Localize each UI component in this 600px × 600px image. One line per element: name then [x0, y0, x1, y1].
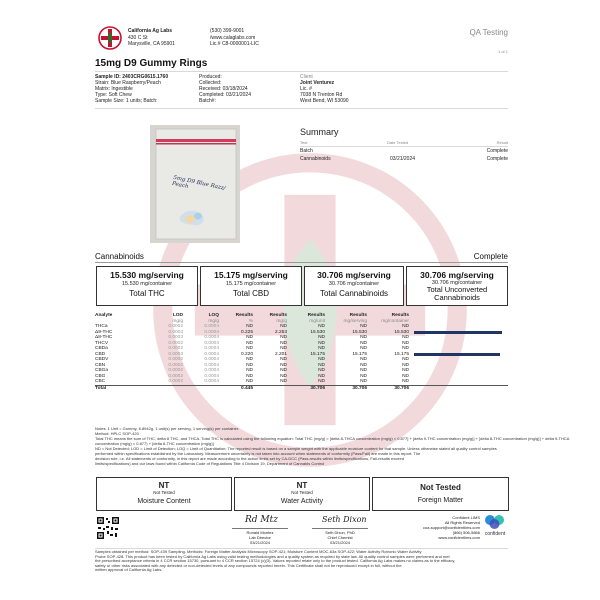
moisture-label: Moisture Content	[137, 498, 191, 505]
info-divider	[95, 108, 508, 109]
analyte-header: Analyte	[95, 313, 113, 318]
analyte-mgcontainer: ND	[402, 324, 409, 329]
analyte-mgserving: ND	[360, 335, 367, 340]
sample-id: Sample ID: 2403CRG0615.1760	[95, 74, 169, 80]
analyte-mgunit: ND	[318, 368, 325, 373]
analyte-table	[95, 313, 508, 391]
analyte-loq: 0.0004	[204, 329, 219, 335]
signer-date: 03/21/2024	[249, 540, 271, 545]
client-lic: Lic. #	[300, 86, 312, 92]
analyte-name: CBGa	[95, 368, 109, 373]
lab-phone: (530) 399-9001	[210, 28, 245, 34]
analyte-percent: ND	[246, 346, 253, 351]
analyte-mgcontainer: ND	[402, 379, 409, 384]
analyte-lod: 0.0002	[168, 373, 183, 379]
analyte-mgserving: ND	[360, 357, 367, 362]
analyte-lod: 0.0002	[168, 379, 183, 384]
total-bar-cell	[409, 385, 508, 391]
analyte-mgcontainer: 15.175	[394, 351, 409, 357]
water-activity-box	[234, 477, 370, 511]
total-percent: 0.445	[219, 385, 253, 391]
analyte-mgunit: 15.530	[310, 329, 325, 335]
analyte-mgserving: ND	[360, 368, 367, 373]
total-cannabinoids-serving: 30.706 mg/serving	[317, 270, 391, 280]
analyte-total-row	[95, 385, 508, 391]
total-mgcontainer: 30.706	[367, 385, 409, 391]
water-activity-value: NT	[296, 481, 308, 490]
water-activity-sub: Not Tested	[291, 490, 313, 495]
client-address-1: 7038 N Trenton Rd	[300, 92, 343, 98]
sample-batch: Batch#:	[199, 98, 216, 104]
analyte-lod: 0.0002	[168, 346, 183, 351]
analyte-mgunit: ND	[318, 357, 325, 362]
analyte-mgunit: ND	[318, 379, 325, 384]
foreign-matter-label: Foreign Matter	[417, 497, 464, 504]
analyte-mgunit: 15.175	[310, 351, 325, 357]
cannabinoids-title: Cannabinoids	[95, 252, 144, 261]
total-cbd-serving: 15.175 mg/serving	[214, 270, 288, 280]
total-unconverted-label-2: Cannabinoids	[434, 293, 480, 302]
analyte-mgserving: 15.530	[352, 329, 367, 335]
mgserving-header: Results	[349, 313, 367, 318]
total-thc-container: 15.530 mg/container	[121, 281, 173, 287]
moisture-sub: Not Tested	[153, 490, 175, 495]
analyte-mgg: ND	[280, 324, 287, 329]
lod-header: LOD	[172, 313, 183, 318]
total-thc-serving: 15.530 mg/serving	[110, 270, 184, 280]
confident-logo-text: confident	[484, 531, 506, 537]
client-label: Client	[300, 74, 313, 80]
lab-website[interactable]: /www.calaglabs.com	[210, 35, 256, 41]
total-lod	[147, 385, 183, 391]
sample-produced: Produced:	[199, 74, 222, 80]
footer-line: Probe SOP-428. This product has been tested by California Ag Labs using valid testing methodologies and a quality system as required by state law. All quality control samples were performed and met	[95, 553, 450, 559]
analyte-name: CBN	[95, 362, 106, 368]
signer-title: Chief Chemist	[327, 535, 353, 540]
summary-divider	[300, 146, 508, 147]
sample-strain: Strain: Blue Raspberry/Peach	[95, 80, 161, 86]
analyte-mgserving: 15.175	[352, 351, 367, 357]
confident-phone: (866) 506-5866	[452, 530, 480, 535]
analyte-lod: 0.0002	[168, 357, 183, 362]
analyte-lod: 0.0003	[168, 335, 183, 340]
analyte-mgcontainer: ND	[402, 368, 409, 373]
analyte-mgg: ND	[280, 335, 287, 340]
analyte-name: CBC	[95, 379, 106, 384]
analyte-mgcontainer: ND	[402, 335, 409, 340]
sample-size: Sample Size: 1 units; Batch:	[95, 98, 158, 104]
summary-header-result: Result	[496, 140, 508, 145]
total-cbd-container: 15.175 mg/container	[225, 281, 277, 287]
signature-line	[232, 528, 288, 529]
unit-cell: mg/g	[172, 318, 183, 324]
loq-header: LOQ	[208, 313, 219, 318]
signer-name: Ronald Montez	[246, 530, 274, 535]
cannabinoids-status: Complete	[473, 252, 508, 261]
unit-cell: %	[248, 318, 253, 324]
unit-cell: mg/serving	[343, 318, 367, 324]
notes-line: performed within specifications established by the Laboratory. Measurement uncertainty is not taken into account when statements of conformity (Pass/Fail) are made in this report. The	[95, 451, 421, 456]
analyte-mgserving: ND	[360, 346, 367, 351]
unit-cell: mg/g	[276, 318, 287, 324]
sample-completed: Completed: 03/21/2024	[199, 92, 251, 98]
cannabinoids-divider	[95, 262, 508, 263]
analyte-name: CBDa	[95, 346, 108, 351]
summary-row-result: Complete	[486, 148, 508, 154]
sample-collected: Collected:	[199, 80, 222, 86]
total-cannabinoids-container: 30.706 mg/container	[328, 281, 380, 287]
analyte-mgg: ND	[280, 346, 287, 351]
analyte-mgserving: ND	[360, 340, 367, 346]
analyte-loq: 0.0004	[204, 335, 219, 340]
confident-email[interactable]: coa.support@confidentlims.com	[423, 525, 480, 530]
analyte-lod: 0.0002	[168, 324, 183, 329]
analyte-percent: ND	[246, 335, 253, 340]
client-address-2: West Bend, WI 53090	[300, 98, 349, 104]
lab-license: Lic.# C8-0000001-LIC	[210, 41, 259, 47]
notes	[95, 426, 570, 466]
total-label: Total	[95, 385, 147, 391]
total-mgg	[253, 385, 287, 391]
result-bar	[414, 331, 502, 334]
analyte-mgcontainer: 15.530	[394, 329, 409, 335]
total-unconverted-card	[406, 266, 508, 306]
signature-montez: Rd Mtz	[245, 515, 278, 525]
total-unconverted-serving: 30.706 mg/serving	[420, 270, 494, 280]
unit-cell: mg/g	[208, 318, 219, 324]
moisture-value: NT	[158, 481, 170, 490]
analyte-name: Δ8-THC	[95, 335, 113, 340]
sample-photo	[150, 125, 240, 243]
analyte-loq: 0.0004	[204, 379, 219, 384]
signer-date: 03/21/2024	[329, 540, 351, 545]
analyte-mgunit: ND	[318, 340, 325, 346]
analyte-mgunit: ND	[318, 346, 325, 351]
analyte-mgg: ND	[280, 368, 287, 373]
summary-header-test: Test	[300, 140, 308, 145]
summary-row-test: Cannabinoids	[300, 156, 331, 162]
lab-logo-icon	[98, 26, 122, 50]
notes-line: Method: HPLC SOP-420	[95, 431, 139, 436]
analyte-mgcontainer: ND	[402, 357, 409, 362]
analyte-percent: 0.220	[240, 351, 253, 357]
analyte-mgcontainer: ND	[402, 373, 409, 379]
analyte-percent: ND	[246, 368, 253, 373]
total-cannabinoids-label: Total Cannabinoids	[319, 289, 389, 298]
analyte-lod: 0.0003	[168, 351, 183, 357]
analyte-mgg: 2.201	[274, 351, 287, 357]
analyte-name: CBD	[95, 351, 106, 357]
analyte-mgg: ND	[280, 340, 287, 346]
total-unconverted-label: Total Unconverted	[426, 285, 488, 294]
summary-row-test: Batch	[300, 148, 313, 154]
analyte-lod: 0.0002	[168, 362, 183, 368]
analyte-percent: ND	[246, 324, 253, 329]
unit-cell: mg/container	[381, 318, 409, 324]
sample-matrix: Matrix: Ingestible	[95, 86, 133, 92]
analyte-mgg: 2.253	[274, 329, 287, 335]
analyte-mgunit: ND	[318, 324, 325, 329]
result-bar	[414, 353, 500, 356]
analyte-mgg: ND	[280, 379, 287, 384]
analyte-percent: 0.225	[240, 329, 253, 335]
photo-handwriting: 5mg D9 Blue Razz/ Peach	[171, 174, 226, 192]
analyte-mgg: ND	[280, 357, 287, 362]
product-title: 15mg D9 Gummy Rings	[95, 58, 208, 69]
mgg-header: Results	[269, 313, 287, 318]
analyte-mgunit: ND	[318, 335, 325, 340]
footer-line: safety or other risks associated with any detected or non-detected levels of any compounds reported herein. This Certificate shall not be reproduced except in full, without the	[95, 562, 402, 568]
percent-header: Results	[235, 313, 253, 318]
footer-line: the prescribed acceptance criteria in 4 CCR section 15730, pursuant to 4 CCR section 15724 (c)(3). Values reported relate only to the product tested. California Ag Labs makes no claims as to the efficacy,	[95, 558, 456, 564]
confident-website[interactable]: www.confidentlims.com	[438, 535, 480, 540]
analyte-percent: ND	[246, 340, 253, 346]
notes-line: ND = Not Detected; LOD = Limit of Detection; LOQ = Limit of Quantitation; The reported result is based on a sample weight with the applicable moisture content for that sample. Unless otherwise stated all quality control samples	[95, 446, 497, 451]
analyte-percent: ND	[246, 373, 253, 379]
client-name: Joint Venturez	[300, 80, 335, 86]
total-cannabinoids-card	[304, 266, 404, 306]
total-unconverted-container: 30.706 mg/container	[431, 280, 483, 286]
analyte-loq: 0.0004	[204, 368, 219, 373]
summary-title: Summary	[300, 127, 339, 137]
summary-header-date: Date Tested	[387, 140, 409, 145]
confident-info	[382, 515, 480, 540]
analyte-loq: 0.0004	[204, 373, 219, 379]
qr-code-icon[interactable]	[96, 516, 120, 540]
analyte-mgserving: ND	[360, 373, 367, 379]
signer-name: Seth Dixon, PhD	[325, 530, 355, 535]
foreign-matter-box	[372, 477, 509, 511]
analyte-percent: ND	[246, 362, 253, 368]
analyte-mgg: ND	[280, 362, 287, 368]
analyte-name: THCa	[95, 324, 108, 329]
mgcontainer-header: Results	[391, 313, 409, 318]
analyte-mgunit: ND	[318, 373, 325, 379]
notes-line: Notes: 1 Unit = Gummy, 6.8942g, 1 unit(s) per serving, 1 serving(s) per container.	[95, 426, 240, 431]
summary-row-date: 03/21/2024	[390, 156, 416, 162]
analyte-name: CBDV	[95, 357, 109, 362]
analyte-mgcontainer: ND	[402, 340, 409, 346]
total-cbd-label: Total CBD	[232, 289, 269, 298]
analyte-mgcontainer: ND	[402, 346, 409, 351]
total-loq	[183, 385, 219, 391]
confident-line: All Rights Reserved	[444, 520, 480, 525]
report-type: QA Testing	[469, 28, 508, 37]
analyte-mgserving: ND	[360, 324, 367, 329]
lab-address-2: Marysville, CA 95901	[128, 41, 175, 47]
analyte-lod: 0.0002	[168, 340, 183, 346]
title-divider	[95, 71, 508, 72]
total-thc-label: Total THC	[129, 289, 165, 298]
analyte-loq: 0.0004	[204, 362, 219, 368]
mgunit-header: Results	[307, 313, 325, 318]
lab-name: California Ag Labs	[128, 28, 172, 34]
notes-line: limits/specifications) and our laws found within California Code of Regulations Title 4 Division 19, Department of Cannabis Control	[95, 461, 325, 466]
analyte-lod: 0.0002	[168, 368, 183, 373]
total-cbd-card	[200, 266, 302, 306]
analyte-loq: 0.0004	[204, 357, 219, 362]
analyte-name: CBG	[95, 373, 106, 379]
total-mgserving: 30.706	[325, 385, 367, 391]
analyte-percent: ND	[246, 357, 253, 362]
page-number: 1 of 1	[497, 49, 508, 54]
lab-address-1: 430 C St	[128, 35, 148, 41]
signature-dixon: Seth Dixon	[322, 515, 367, 524]
analyte-name: Δ9-THC	[95, 329, 113, 335]
analyte-loq: 0.0004	[204, 324, 219, 329]
foreign-matter-value: Not Tested	[420, 483, 461, 492]
analyte-name: THCV	[95, 340, 109, 346]
analyte-lod: 0.0003	[168, 329, 183, 335]
signature-line	[312, 528, 368, 529]
analyte-mgunit: ND	[318, 362, 325, 368]
confident-line: Confident LIMS	[452, 515, 480, 520]
summary-row-result: Complete	[486, 156, 508, 162]
notes-line: decision rule, i.e. All statements of conformity, in this report are made according to the action limits set by CA-DCC (Pass-results within limits/specifications, Fail-results exceed	[95, 456, 404, 461]
sample-type: Type: Soft Chew	[95, 92, 132, 98]
analyte-mgcontainer: ND	[402, 362, 409, 368]
analyte-mgserving: ND	[360, 379, 367, 384]
analyte-percent: ND	[246, 379, 253, 384]
analyte-mgg: ND	[280, 373, 287, 379]
sample-received: Received: 03/18/2024	[199, 86, 248, 92]
total-mgunit: 30.706	[287, 385, 325, 391]
footer-line: written approval of California Ag Labs.	[95, 567, 163, 573]
analyte-loq: 0.0004	[204, 340, 219, 346]
notes-line: concentration (mg/g) × 0.877) + [delta 8-THC concentration (mg/g)]	[95, 441, 214, 446]
analyte-loq: 0.0004	[204, 346, 219, 351]
unit-cell: mg/unit	[309, 318, 325, 324]
confident-logo-icon	[484, 514, 506, 530]
water-activity-label: Water Activity	[280, 498, 324, 505]
analyte-mgserving: ND	[360, 362, 367, 368]
moisture-content-box	[96, 477, 232, 511]
footer-text	[95, 550, 508, 573]
analyte-loq: 0.0004	[204, 351, 219, 357]
total-thc-card	[96, 266, 198, 306]
notes-line: Total THC means the sum of THC, delta 8 THC, and THCA. Total THC is calculated using the following equation: Total THC (mg/g) = [delta 8-THCA concentration (mg/g) × 0.877] + [delta 9-THC concentration (mg/g)] + [delta 8-THC concentration (mg/g)] + delta 9-THCA	[95, 436, 570, 441]
footer-line: Samples obtained per method: SOP-439 Sampling. Methods: Foreign Matter Analysis Microscopy SOP-421; Moisture Content MOC-63a SOP-422; Water Activity Rotronic Water Activity	[95, 549, 422, 554]
signer-title: Lab Director	[249, 535, 271, 540]
